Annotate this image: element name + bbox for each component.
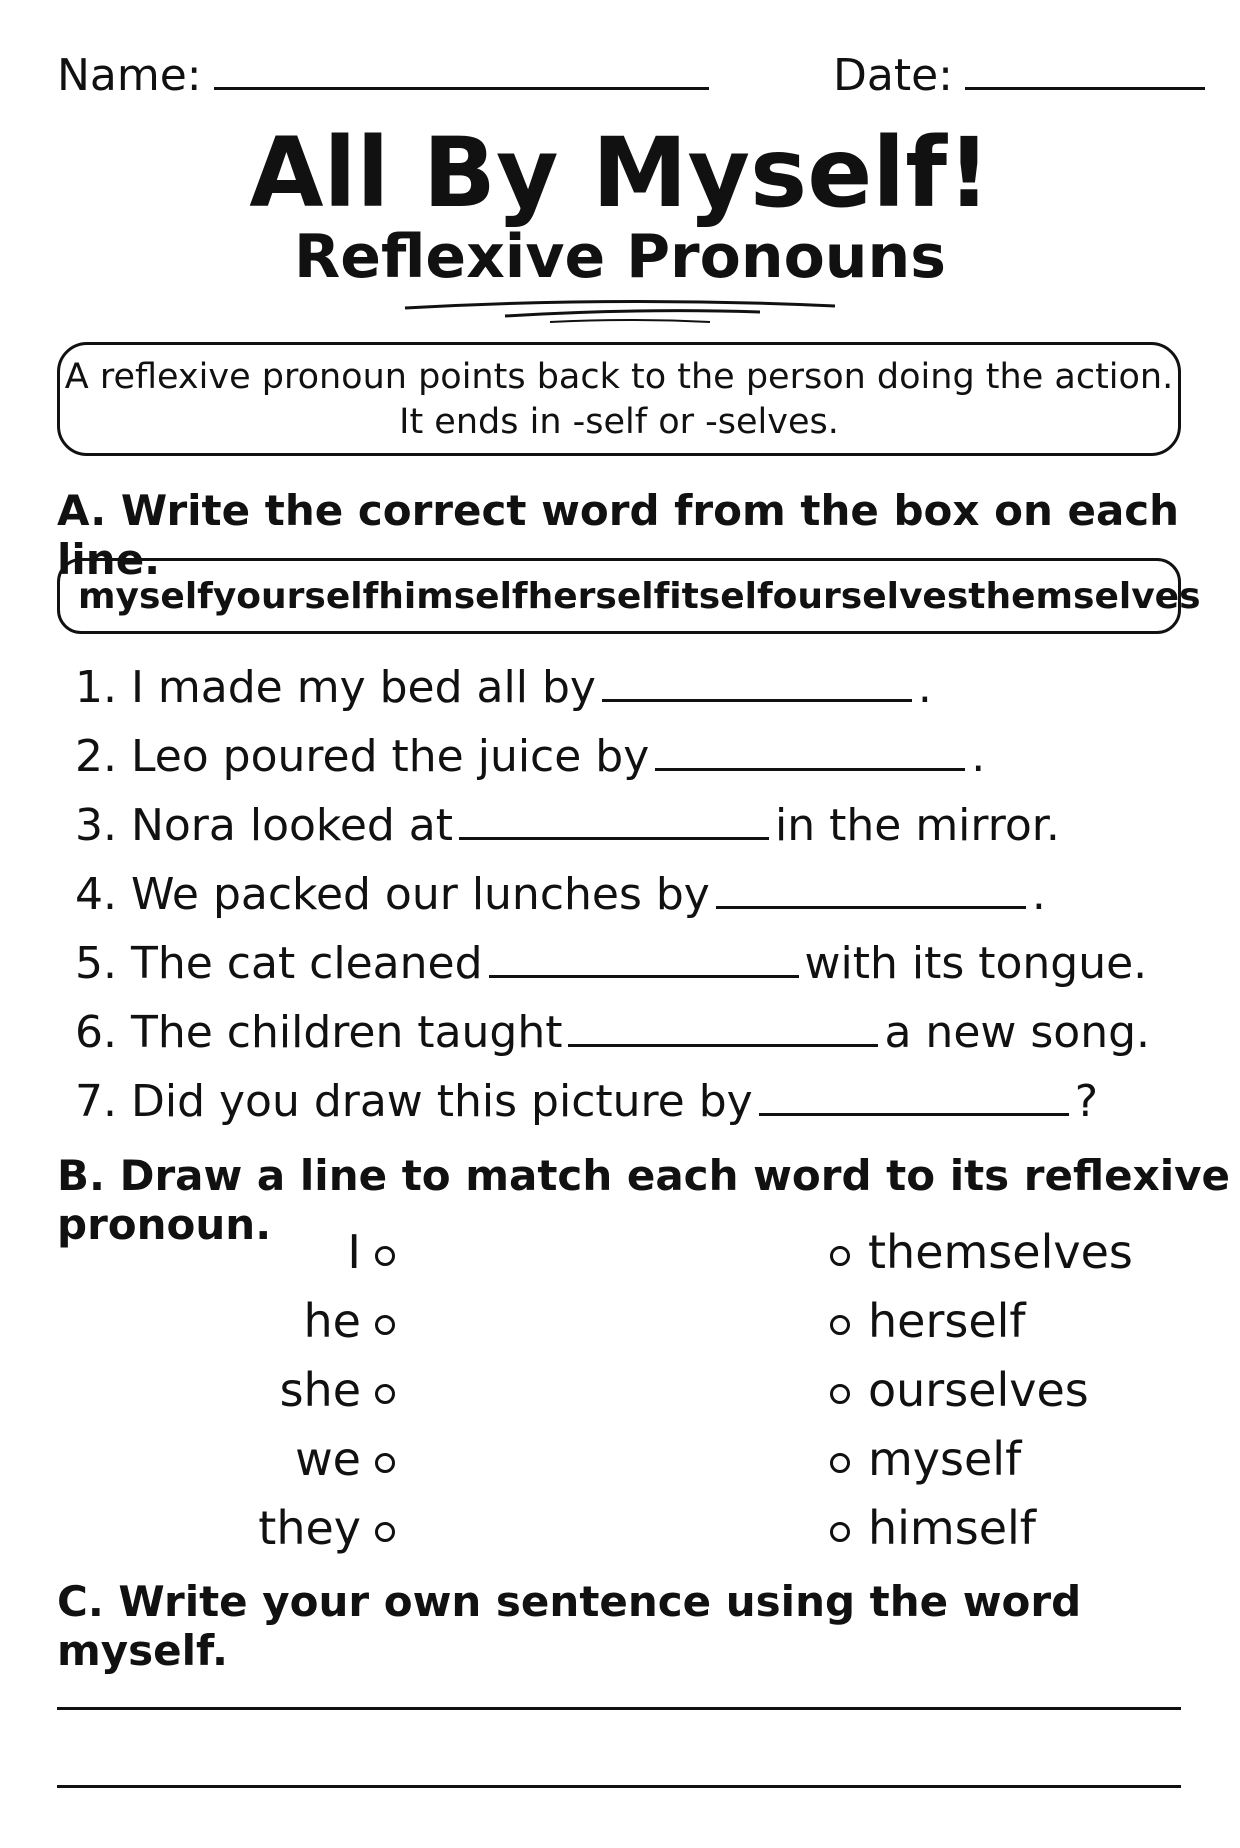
- answer-blank[interactable]: [602, 698, 912, 702]
- section-a-heading: A. Write the correct word from the box on each line.: [57, 486, 1180, 584]
- match-dot-icon[interactable]: [375, 1315, 395, 1335]
- sentence-item: 4. We packed our lunches by .: [75, 869, 1046, 920]
- match-dot-icon[interactable]: [375, 1384, 395, 1404]
- name-field: [57, 50, 709, 101]
- answer-blank[interactable]: [459, 836, 769, 840]
- word-bank-item: yourself: [212, 575, 379, 617]
- sentence-item: 3. Nora looked at in the mirror.: [75, 800, 1060, 851]
- definition-box: [57, 342, 1181, 456]
- match-right-item: himself: [830, 1494, 1190, 1563]
- answer-blank[interactable]: [759, 1112, 1069, 1116]
- date-blank[interactable]: [965, 86, 1205, 90]
- definition-line-2: It ends in -self or -selves.: [399, 402, 839, 442]
- word-bank-item: itself: [669, 575, 773, 617]
- match-dot-icon[interactable]: [830, 1315, 850, 1335]
- page-subtitle: Reflexive Pronouns: [294, 222, 946, 292]
- answer-blank[interactable]: [716, 905, 1026, 909]
- word-bank-item: himself: [378, 575, 528, 617]
- match-dot-icon[interactable]: [375, 1522, 395, 1542]
- word-bank: [57, 558, 1201, 634]
- match-right-item: ourselves: [830, 1356, 1190, 1425]
- match-left-item: she: [180, 1356, 395, 1425]
- answer-blank[interactable]: [489, 974, 799, 978]
- word-bank-item: themselves: [968, 575, 1201, 617]
- match-dot-icon[interactable]: [830, 1522, 850, 1542]
- sentence-item: 7. Did you draw this picture by ?: [75, 1076, 1099, 1127]
- page-title: All By Myself!: [249, 117, 991, 229]
- match-right-item: herself: [830, 1287, 1190, 1356]
- sentence-item: 5. The cat cleaned with its tongue.: [75, 938, 1148, 989]
- match-left-column: [180, 1218, 395, 1563]
- match-dot-icon[interactable]: [830, 1384, 850, 1404]
- section-b-heading: B. Draw a line to match each word to its reflexive pronoun.: [57, 1151, 1230, 1249]
- section-c-heading: C. Write your own sentence using the word myself.: [57, 1577, 1082, 1675]
- date-label: Date:: [833, 50, 953, 101]
- sentence-item: 6. The children taught a new song.: [75, 1007, 1151, 1058]
- match-left-item: I: [180, 1218, 395, 1287]
- sentence-item: 2. Leo poured the juice by .: [75, 731, 986, 782]
- date-field: [833, 50, 1205, 101]
- sentence-item: 1. I made my bed all by .: [75, 662, 932, 713]
- word-bank-item: herself: [527, 575, 670, 617]
- answer-blank[interactable]: [568, 1043, 878, 1047]
- sentence-list: [75, 658, 1150, 1141]
- word-bank-item: myself: [78, 575, 213, 617]
- match-left-item: he: [180, 1287, 395, 1356]
- definition-line-1: A reflexive pronoun points back to the person doing the action.: [64, 357, 1174, 397]
- word-bank-item: ourselves: [772, 575, 969, 617]
- match-right-item: themselves: [830, 1218, 1190, 1287]
- answer-blank[interactable]: [655, 767, 965, 771]
- match-right-item: myself: [830, 1425, 1190, 1494]
- name-label: Name:: [57, 50, 202, 101]
- match-left-item: we: [180, 1425, 395, 1494]
- match-left-item: they: [180, 1494, 395, 1563]
- match-dot-icon[interactable]: [375, 1246, 395, 1266]
- writing-line[interactable]: [57, 1784, 1181, 1788]
- underline-flourish-icon: [400, 298, 840, 328]
- match-dot-icon[interactable]: [830, 1453, 850, 1473]
- match-dot-icon[interactable]: [830, 1246, 850, 1266]
- writing-line[interactable]: [57, 1706, 1181, 1710]
- match-dot-icon[interactable]: [375, 1453, 395, 1473]
- name-blank[interactable]: [214, 86, 709, 90]
- match-right-column: [830, 1218, 1190, 1563]
